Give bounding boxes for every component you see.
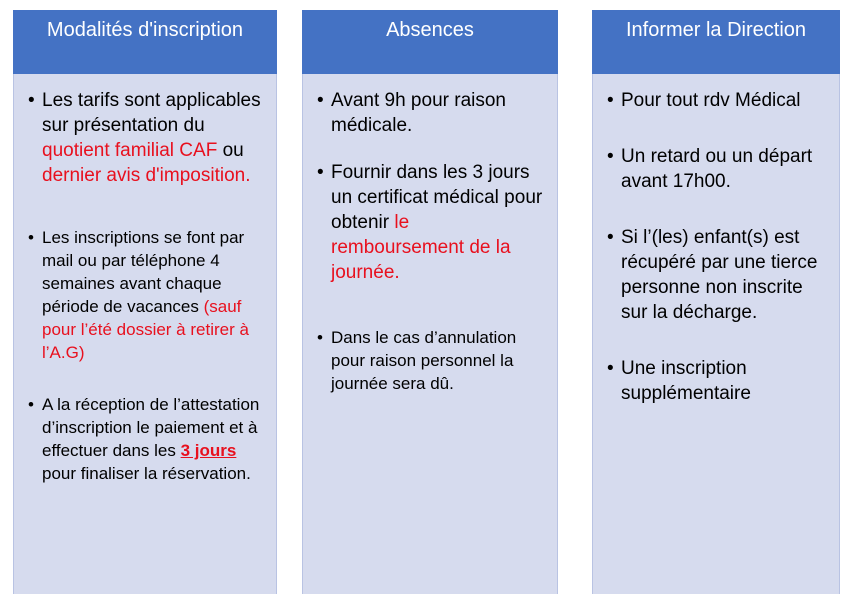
item-text: Fournir dans les 3 jours un certificat médical pour obtenir xyxy=(331,162,543,233)
bullet-list xyxy=(317,88,547,395)
column-header: Informer la Direction xyxy=(592,10,840,74)
item-text: Un retard ou un départ avant 17h00. xyxy=(621,146,813,192)
list-item xyxy=(317,88,547,138)
item-text: Si l’(les) enfant(s) est récupéré par une tierce personne non inscrite sur la décharge. xyxy=(621,227,818,323)
item-text: Une inscription supplémentaire xyxy=(621,358,751,404)
column-header: Modalités d'inscription xyxy=(13,10,277,74)
column-absences xyxy=(302,10,558,594)
item-text: Pour tout rdv Médical xyxy=(621,90,801,111)
column-body xyxy=(302,74,558,594)
list-item xyxy=(28,88,266,188)
list-item xyxy=(28,226,266,364)
item-text: Les inscriptions se font par mail ou par téléphone 4 semaines avant chaque période de vacances xyxy=(42,228,245,316)
column-body xyxy=(13,74,277,594)
highlighted-text: le remboursement de la journée. xyxy=(331,212,511,283)
column-header: Absences xyxy=(302,10,558,74)
item-text: ou xyxy=(217,140,244,161)
column-modalites xyxy=(13,10,277,594)
highlighted-text: 3 jours xyxy=(180,441,237,460)
highlighted-text: (sauf pour l’été dossier à retirer à l’A.G) xyxy=(42,297,249,362)
bullet-list xyxy=(607,88,829,406)
list-item xyxy=(317,160,547,285)
list-item xyxy=(28,393,266,485)
highlighted-text: quotient familial CAF xyxy=(42,140,218,161)
list-item xyxy=(607,144,829,194)
item-text: Dans le cas d’annulation pour raison personnel la journée sera dû. xyxy=(331,328,517,393)
bullet-list xyxy=(28,88,266,485)
item-text: Avant 9h pour raison médicale. xyxy=(331,90,506,136)
item-text: A la réception de l’attestation d’inscription le paiement et à effectuer dans les xyxy=(42,395,260,460)
list-item xyxy=(607,88,829,113)
highlighted-text: dernier avis d'imposition. xyxy=(42,165,251,186)
column-informer-direction xyxy=(592,10,840,594)
column-body xyxy=(592,74,840,594)
list-item xyxy=(317,326,547,395)
item-text: Les tarifs sont applicables sur présentation du xyxy=(42,90,261,136)
list-item xyxy=(607,356,829,406)
list-item xyxy=(607,225,829,325)
item-text: pour finaliser la réservation. xyxy=(42,464,251,483)
